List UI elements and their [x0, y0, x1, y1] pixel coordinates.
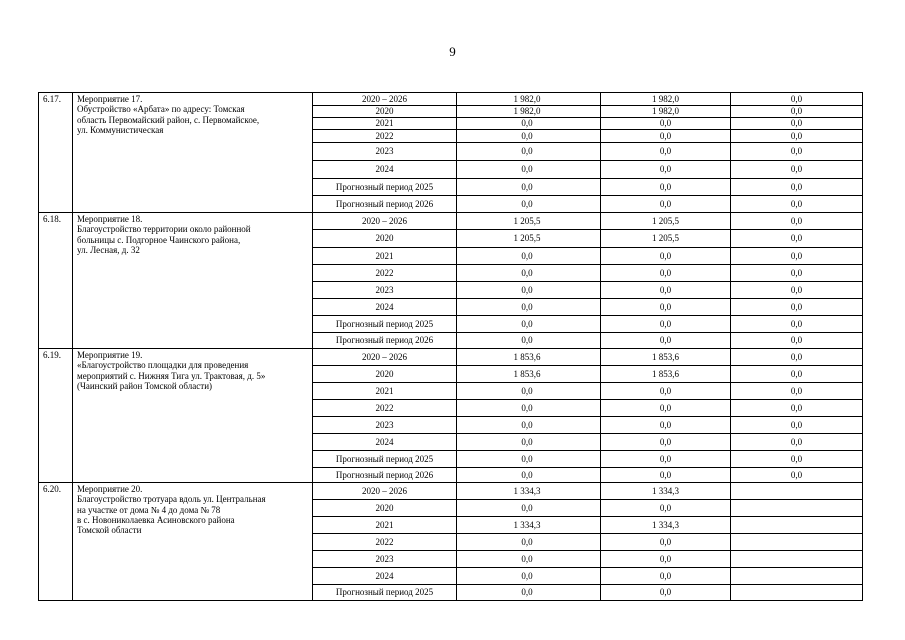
period-cell: 2022 [313, 400, 457, 417]
total-value-cell: 0,0 [457, 568, 601, 585]
period-cell: 2021 [313, 517, 457, 534]
other-value-cell [731, 568, 863, 585]
measure-name [73, 93, 313, 213]
total-value-cell: 0,0 [457, 400, 601, 417]
period-cell: 2020 [313, 500, 457, 517]
period-cell: 2022 [313, 130, 457, 143]
other-value-cell: 0,0 [731, 349, 863, 366]
total-value-cell: 0,0 [457, 585, 601, 601]
period-cell: 2020 [313, 366, 457, 383]
other-value-cell: 0,0 [731, 130, 863, 143]
regional-value-cell: 0,0 [601, 400, 731, 417]
table-row [39, 349, 863, 366]
regional-value-cell: 0,0 [601, 179, 731, 196]
other-value-cell: 0,0 [731, 282, 863, 299]
other-value-cell: 0,0 [731, 143, 863, 161]
other-value-cell: 0,0 [731, 265, 863, 282]
regional-value-cell: 0,0 [601, 161, 731, 179]
total-value-cell: 1 982,0 [457, 93, 601, 106]
regional-value-cell: 1 853,6 [601, 366, 731, 383]
other-value-cell: 0,0 [731, 213, 863, 230]
period-cell: 2020 [313, 230, 457, 248]
measure-name-line: больницы с. Подгорное Чаинского района, [77, 234, 241, 245]
period-cell: Прогнозный период 2026 [313, 333, 457, 349]
period-cell: 2023 [313, 551, 457, 568]
period-cell: 2021 [313, 118, 457, 130]
total-value-cell: 0,0 [457, 383, 601, 400]
period-cell: 2024 [313, 568, 457, 585]
total-value-cell: 0,0 [457, 434, 601, 451]
measure-name-line: на участке от дома № 4 до дома № 78 [77, 504, 221, 515]
regional-value-cell: 0,0 [601, 534, 731, 551]
period-cell: 2022 [313, 265, 457, 282]
regional-value-cell: 0,0 [601, 568, 731, 585]
regional-value-cell: 0,0 [601, 248, 731, 265]
total-value-cell: 0,0 [457, 248, 601, 265]
measure-name-line: Мероприятие 19. [77, 350, 143, 360]
total-value-cell: 0,0 [457, 143, 601, 161]
regional-value-cell: 0,0 [601, 468, 731, 483]
period-cell: 2020 – 2026 [313, 93, 457, 106]
other-value-cell [731, 483, 863, 500]
regional-value-cell: 0,0 [601, 585, 731, 601]
other-value-cell [731, 517, 863, 534]
total-value-cell: 0,0 [457, 534, 601, 551]
total-value-cell: 1 853,6 [457, 366, 601, 383]
other-value-cell [731, 534, 863, 551]
measure-number: 6.18. [39, 213, 73, 349]
total-value-cell: 0,0 [457, 417, 601, 434]
measure-name [73, 349, 313, 483]
total-value-cell: 1 334,3 [457, 517, 601, 534]
measure-name-line: Мероприятие 18. [77, 214, 143, 224]
total-value-cell: 1 853,6 [457, 349, 601, 366]
total-value-cell: 0,0 [457, 316, 601, 333]
total-value-cell: 0,0 [457, 451, 601, 468]
measure-number: 6.17. [39, 93, 73, 213]
period-cell: Прогнозный период 2026 [313, 468, 457, 483]
regional-value-cell: 1 334,3 [601, 483, 731, 500]
regional-value-cell: 1 853,6 [601, 349, 731, 366]
period-cell: 2024 [313, 434, 457, 451]
table-row [39, 93, 863, 106]
measure-name-line: Мероприятие 17. [77, 94, 143, 104]
measure-name-line: Благоустройство тротуара вдоль ул. Центральная [77, 494, 266, 505]
total-value-cell: 0,0 [457, 265, 601, 282]
other-value-cell: 0,0 [731, 161, 863, 179]
period-cell: 2020 [313, 106, 457, 118]
total-value-cell: 1 334,3 [457, 483, 601, 500]
regional-value-cell: 1 205,5 [601, 230, 731, 248]
period-cell: 2023 [313, 282, 457, 299]
table-row [39, 213, 863, 230]
regional-value-cell: 1 205,5 [601, 213, 731, 230]
other-value-cell: 0,0 [731, 179, 863, 196]
total-value-cell: 0,0 [457, 118, 601, 130]
other-value-cell [731, 551, 863, 568]
period-cell: 2023 [313, 417, 457, 434]
total-value-cell: 1 205,5 [457, 230, 601, 248]
regional-value-cell: 0,0 [601, 333, 731, 349]
total-value-cell: 0,0 [457, 161, 601, 179]
total-value-cell: 0,0 [457, 500, 601, 517]
total-value-cell: 0,0 [457, 299, 601, 316]
measure-name-line: ул. Лесная, д. 32 [77, 245, 140, 256]
regional-value-cell: 1 334,3 [601, 517, 731, 534]
regional-value-cell: 0,0 [601, 130, 731, 143]
measure-name-line: (Чаинский район Томской области) [77, 381, 213, 392]
other-value-cell: 0,0 [731, 196, 863, 213]
table-row [39, 483, 863, 500]
other-value-cell: 0,0 [731, 316, 863, 333]
period-cell: Прогнозный период 2025 [313, 316, 457, 333]
other-value-cell: 0,0 [731, 248, 863, 265]
measure-name [73, 483, 313, 601]
measure-name-line: Мероприятие 20. [77, 484, 143, 494]
total-value-cell: 0,0 [457, 196, 601, 213]
total-value-cell: 0,0 [457, 551, 601, 568]
other-value-cell: 0,0 [731, 468, 863, 483]
page-number: 9 [449, 44, 456, 59]
other-value-cell: 0,0 [731, 106, 863, 118]
regional-value-cell: 0,0 [601, 316, 731, 333]
period-cell: 2024 [313, 161, 457, 179]
regional-value-cell: 0,0 [601, 551, 731, 568]
other-value-cell [731, 500, 863, 517]
regional-value-cell: 0,0 [601, 383, 731, 400]
period-cell: 2020 – 2026 [313, 483, 457, 500]
measure-number: 6.20. [39, 483, 73, 601]
period-cell: 2020 – 2026 [313, 349, 457, 366]
regional-value-cell: 0,0 [601, 282, 731, 299]
other-value-cell: 0,0 [731, 417, 863, 434]
regional-value-cell: 0,0 [601, 451, 731, 468]
other-value-cell: 0,0 [731, 400, 863, 417]
other-value-cell: 0,0 [731, 230, 863, 248]
measure-name-line: Благоустройство территории около районной [77, 224, 251, 235]
regional-value-cell: 1 982,0 [601, 106, 731, 118]
measure-name-line: Томской области [77, 525, 142, 536]
other-value-cell: 0,0 [731, 93, 863, 106]
regional-value-cell: 0,0 [601, 434, 731, 451]
period-cell: Прогнозный период 2025 [313, 585, 457, 601]
total-value-cell: 0,0 [457, 282, 601, 299]
regional-value-cell: 0,0 [601, 196, 731, 213]
total-value-cell: 0,0 [457, 179, 601, 196]
other-value-cell: 0,0 [731, 451, 863, 468]
measure-name-line: ул. Коммунистическая [77, 125, 164, 136]
regional-value-cell: 0,0 [601, 143, 731, 161]
regional-value-cell: 0,0 [601, 265, 731, 282]
measure-name-line: в с. Новониколаевка Асиновского района [77, 515, 235, 526]
measure-name-line: «Благоустройство площадки для проведения [77, 360, 249, 371]
total-value-cell: 0,0 [457, 333, 601, 349]
measure-number: 6.19. [39, 349, 73, 483]
regional-value-cell: 0,0 [601, 299, 731, 316]
total-value-cell: 0,0 [457, 130, 601, 143]
total-value-cell: 1 982,0 [457, 106, 601, 118]
measure-name [73, 213, 313, 349]
period-cell: 2024 [313, 299, 457, 316]
period-cell: Прогнозный период 2025 [313, 451, 457, 468]
regional-value-cell: 0,0 [601, 500, 731, 517]
measure-name-line: мероприятий с. Нижняя Тига ул. Трактовая, д. 5» [77, 370, 266, 381]
other-value-cell: 0,0 [731, 118, 863, 130]
other-value-cell: 0,0 [731, 383, 863, 400]
period-cell: 2020 – 2026 [313, 213, 457, 230]
measure-name-line: область Первомайский район, с. Первомайское, [77, 114, 260, 125]
total-value-cell: 1 205,5 [457, 213, 601, 230]
period-cell: Прогнозный период 2025 [313, 179, 457, 196]
measure-name-line: Обустройство «Арбата» по адресу: Томская [77, 104, 245, 115]
period-cell: 2021 [313, 248, 457, 265]
budget-table [38, 92, 863, 601]
period-cell: 2023 [313, 143, 457, 161]
regional-value-cell: 0,0 [601, 118, 731, 130]
other-value-cell [731, 585, 863, 601]
total-value-cell: 0,0 [457, 468, 601, 483]
other-value-cell: 0,0 [731, 366, 863, 383]
period-cell: 2021 [313, 383, 457, 400]
other-value-cell: 0,0 [731, 333, 863, 349]
regional-value-cell: 0,0 [601, 417, 731, 434]
other-value-cell: 0,0 [731, 299, 863, 316]
period-cell: 2022 [313, 534, 457, 551]
period-cell: Прогнозный период 2026 [313, 196, 457, 213]
regional-value-cell: 1 982,0 [601, 93, 731, 106]
other-value-cell: 0,0 [731, 434, 863, 451]
